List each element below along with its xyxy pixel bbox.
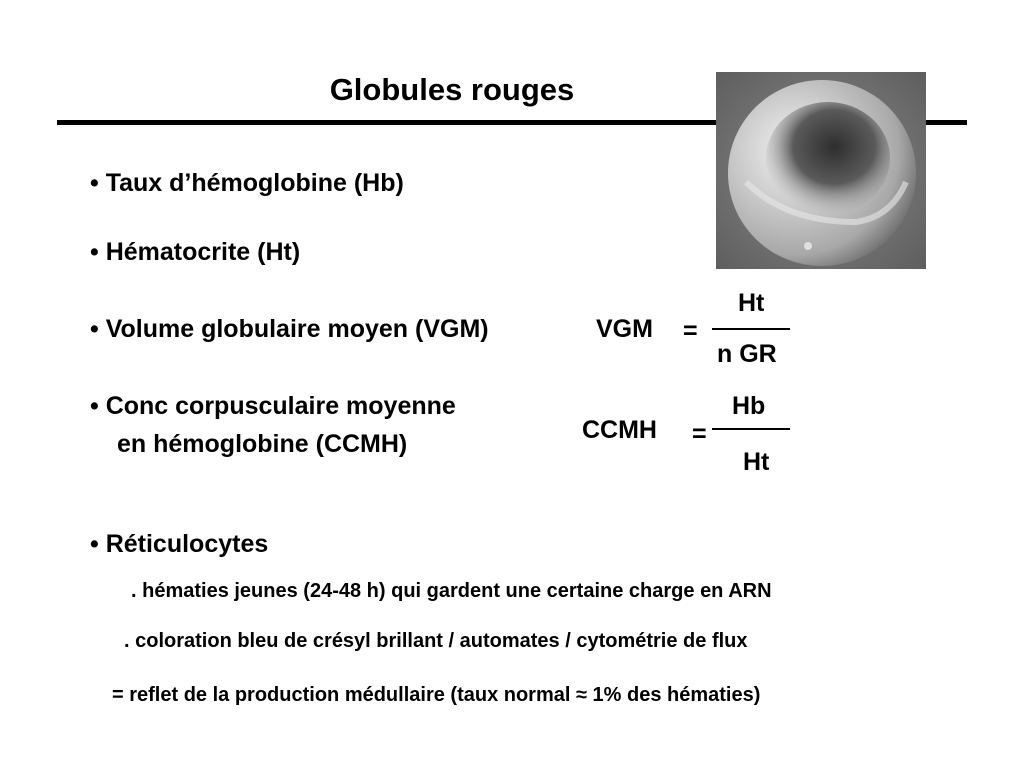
retic-detail-2: . coloration bleu de crésyl brillant / automates / cytométrie de flux <box>124 630 748 652</box>
bullet-hematocrite: • Hématocrite (Ht) <box>90 238 301 266</box>
ccmh-fraction-bar <box>712 428 790 430</box>
bullet-ccmh-line2: en hémoglobine (CCMH) <box>117 430 408 458</box>
ccmh-formula-lhs: CCMH <box>582 416 657 444</box>
ccmh-formula-equals: = <box>692 420 707 448</box>
vgm-formula-lhs: VGM <box>596 315 653 343</box>
red-blood-cell-image <box>716 72 926 269</box>
bullet-ccmh-line1: • Conc corpusculaire moyenne <box>90 392 456 420</box>
ccmh-numerator: Hb <box>732 392 766 420</box>
bullet-hemoglobin: • Taux d’hémoglobine (Hb) <box>90 169 404 197</box>
bullet-vgm: • Volume globulaire moyen (VGM) <box>90 315 489 343</box>
vgm-formula-equals: = <box>683 317 698 345</box>
slide-title: Globules rouges <box>329 72 575 107</box>
vgm-denominator: n GR <box>717 340 777 368</box>
vgm-numerator: Ht <box>738 289 765 317</box>
ccmh-denominator: Ht <box>743 448 770 476</box>
retic-detail-3: = reflet de la production médullaire (taux normal ≈ 1% des hématies) <box>112 684 761 706</box>
vgm-fraction-bar <box>712 328 790 330</box>
retic-detail-1: . hématies jeunes (24-48 h) qui gardent une certaine charge en ARN <box>131 580 772 602</box>
bullet-reticulocytes: • Réticulocytes <box>90 530 269 558</box>
